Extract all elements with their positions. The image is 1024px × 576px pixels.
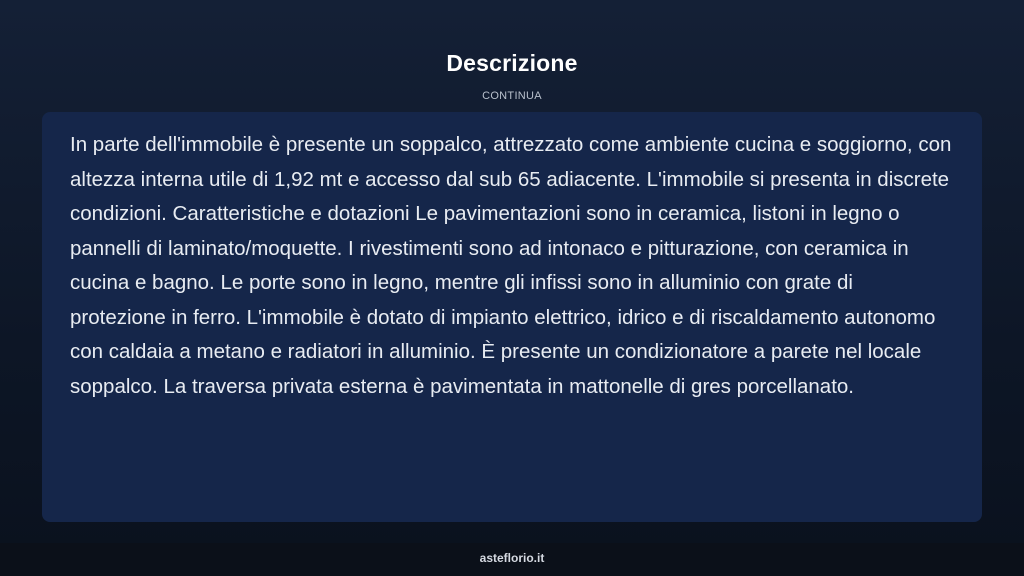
footer-bar [0, 543, 1024, 576]
description-text: In parte dell'immobile è presente un soppalco, attrezzato come ambiente cucina e soggiorno, con altezza interna utile di 1,92 mt e accesso dal sub 65 adiacente. L'immobile si presenta in discrete condizioni. Caratteristiche e dotazioni Le pavimentazioni sono in ceramica, listoni in legno o pannelli di laminato/moquette. I rivestimenti sono ad intonaco e pitturazione, con ceramica in cucina e bagno. Le porte sono in legno, mentre gli infissi sono in alluminio con grate di protezione in ferro. L'immobile è dotato di impianto elettrico, idrico e di riscaldamento autonomo con caldaia a metano e radiatori in alluminio. È presente un condizionatore a parete nel locale soppalco. La traversa privata esterna è pavimentata in mattonelle di gres porcellanato. [70, 133, 952, 398]
footer-site-label: asteflorio.it [479, 551, 545, 565]
page-subtitle: CONTINUA [482, 90, 542, 102]
description-card [42, 112, 982, 522]
page-title: Descrizione [446, 50, 578, 76]
